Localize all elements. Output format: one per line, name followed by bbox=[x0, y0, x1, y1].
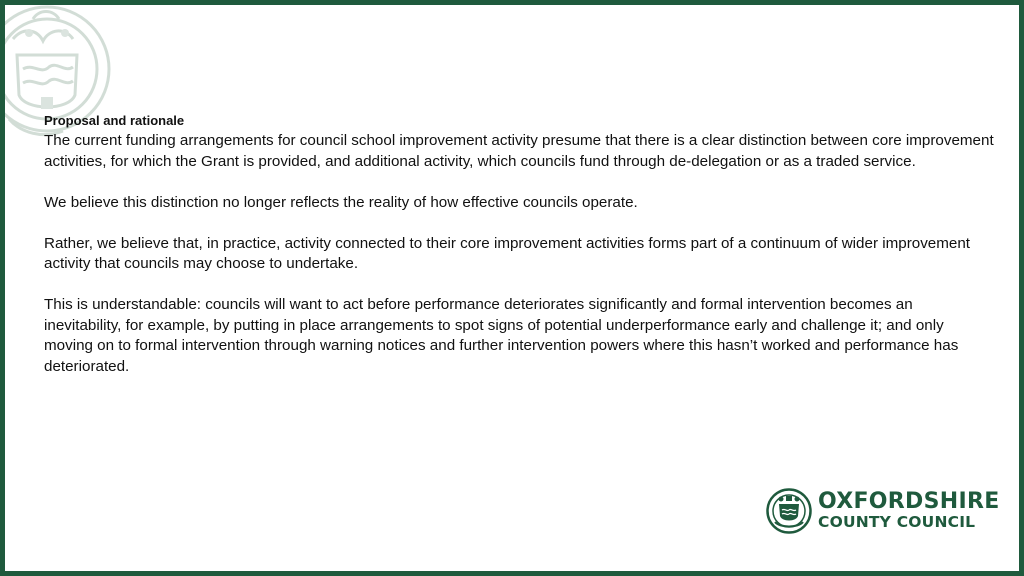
section-heading: Proposal and rationale bbox=[44, 113, 185, 128]
council-crest-icon bbox=[766, 488, 812, 534]
body-content bbox=[44, 111, 994, 398]
paragraph-4: This is understandable: councils will want to act before performance deteriorates significantly and formal intervention becomes an inevitability, for example, by putting in place arrangements to spot signs of potential underperformance early and challenge it; and only moving on to formal intervention through warning notices and further intervention powers where this hasn’t worked and performance has deteriorated. bbox=[44, 296, 959, 375]
council-logo bbox=[766, 485, 1000, 537]
logo-line-county-council: COUNTY COUNCIL bbox=[818, 513, 976, 531]
paragraph-1: The current funding arrangements for council school improvement activity presume that there is a clear distinction between core improvement activities, for which the Grant is provided, and additional activity, which councils fund through de-delegation or as a traded service. bbox=[44, 132, 994, 170]
logo-wordmark bbox=[818, 491, 1000, 531]
logo-line-oxfordshire: OXFORDSHIRE bbox=[818, 489, 1000, 514]
paragraph-2: We believe this distinction no longer reflects the reality of how effective councils operate. bbox=[44, 193, 638, 211]
paragraph-3: Rather, we believe that, in practice, activity connected to their core improvement activities forms part of a continuum of wider improvement activity that councils may choose to undertake. bbox=[44, 234, 971, 272]
